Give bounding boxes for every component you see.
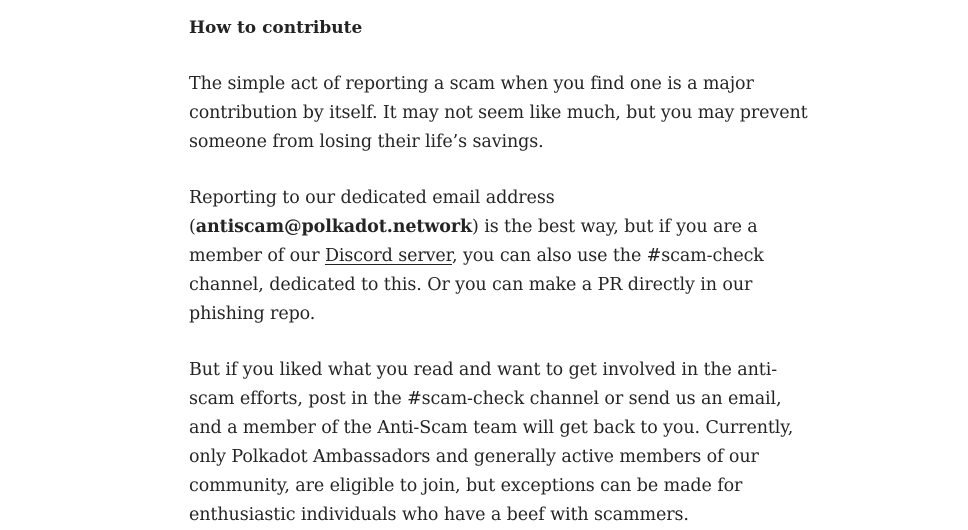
- paragraph-text: , you can also use the #scam-check channel, dedicated to this. Or you can make a PR directly in our phishing repo.: [189, 246, 764, 324]
- paragraph-reporting-intro: The simple act of reporting a scam when you find one is a major contribution by itself. It may not seem like much, but you may prevent someone from losing their life’s savings.: [189, 74, 808, 152]
- section-heading: How to contribute: [189, 18, 363, 38]
- discord-server-link[interactable]: Discord server: [324, 246, 453, 266]
- article-body: [189, 14, 814, 530]
- email-address: antiscam@polkadot.network: [195, 217, 473, 237]
- paragraph-get-involved: But if you liked what you read and want to get involved in the anti-scam efforts, post in the #scam-check channel or send us an email, and a member of the Anti-Scam team will get back to you. Currently, only Polkadot Ambassadors and generally active members of our community, are eligible to join, but exceptions can be made for enthusiastic individuals who have a beef with scammers.: [189, 360, 794, 525]
- paragraph-text: Reporting to our dedicated email address (: [189, 188, 555, 237]
- paragraph-reporting-channels: [189, 184, 814, 329]
- paragraph-text: ) is the best way, but if you are a member of our: [189, 217, 758, 266]
